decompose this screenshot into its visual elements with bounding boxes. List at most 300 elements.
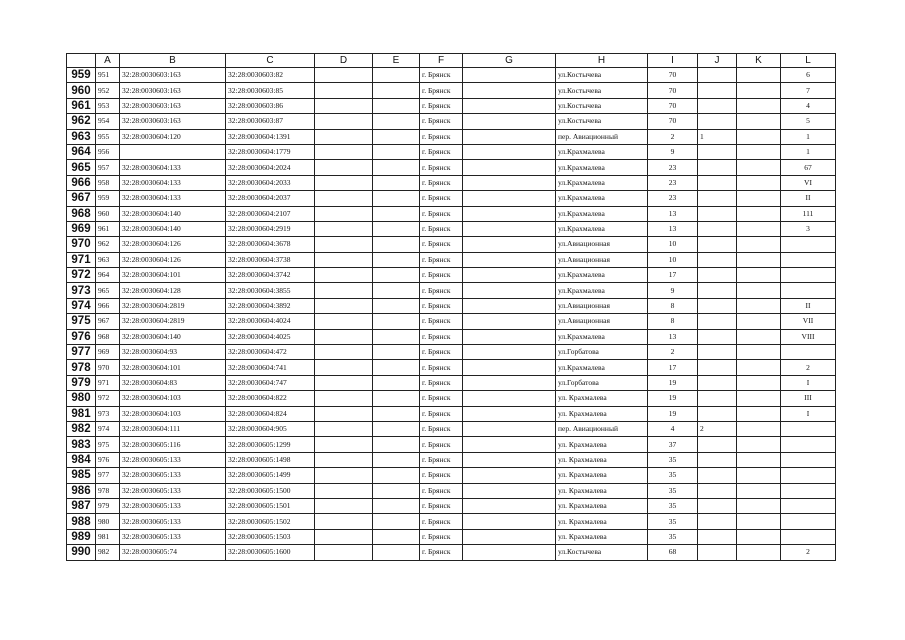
cell-j[interactable] — [698, 237, 737, 252]
cell-d[interactable] — [315, 545, 373, 560]
cell-g[interactable] — [463, 452, 556, 467]
cell-e[interactable] — [373, 298, 420, 313]
cell-a[interactable]: 970 — [96, 360, 120, 375]
cell-k[interactable] — [737, 437, 781, 452]
cell-k[interactable] — [737, 68, 781, 83]
cell-k[interactable] — [737, 83, 781, 98]
cell-c[interactable]: 32:28:0030604:3855 — [226, 283, 315, 298]
column-header-d[interactable]: D — [315, 54, 373, 68]
cell-g[interactable] — [463, 129, 556, 144]
cell-b[interactable]: 32:28:0030605:133 — [120, 529, 226, 544]
row-number-cell[interactable]: 973 — [67, 283, 96, 298]
cell-k[interactable] — [737, 498, 781, 513]
cell-e[interactable] — [373, 206, 420, 221]
cell-f[interactable]: г. Брянск — [420, 68, 463, 83]
cell-i[interactable]: 9 — [648, 144, 698, 159]
cell-l[interactable] — [781, 421, 836, 436]
cell-l[interactable]: VIII — [781, 329, 836, 344]
cell-i[interactable]: 70 — [648, 114, 698, 129]
cell-a[interactable]: 965 — [96, 283, 120, 298]
row-number-cell[interactable]: 980 — [67, 391, 96, 406]
cell-c[interactable]: 32:28:0030604:824 — [226, 406, 315, 421]
cell-g[interactable] — [463, 191, 556, 206]
cell-e[interactable] — [373, 283, 420, 298]
cell-g[interactable] — [463, 175, 556, 190]
cell-c[interactable]: 32:28:0030603:86 — [226, 98, 315, 113]
cell-h[interactable]: ул.Горбатова — [556, 345, 648, 360]
cell-b[interactable]: 32:28:0030603:163 — [120, 114, 226, 129]
cell-e[interactable] — [373, 529, 420, 544]
cell-g[interactable] — [463, 514, 556, 529]
cell-h[interactable]: ул. Крахмалева — [556, 437, 648, 452]
cell-c[interactable]: 32:28:0030604:2107 — [226, 206, 315, 221]
cell-i[interactable]: 8 — [648, 298, 698, 313]
row-number-cell[interactable]: 986 — [67, 483, 96, 498]
cell-i[interactable]: 70 — [648, 68, 698, 83]
column-header-l[interactable]: L — [781, 54, 836, 68]
cell-e[interactable] — [373, 314, 420, 329]
cell-i[interactable]: 17 — [648, 268, 698, 283]
cell-h[interactable]: ул.Авиационная — [556, 298, 648, 313]
cell-k[interactable] — [737, 345, 781, 360]
cell-g[interactable] — [463, 83, 556, 98]
cell-l[interactable] — [781, 468, 836, 483]
cell-a[interactable]: 978 — [96, 483, 120, 498]
cell-j[interactable] — [698, 252, 737, 267]
cell-a[interactable]: 977 — [96, 468, 120, 483]
cell-d[interactable] — [315, 375, 373, 390]
cell-l[interactable] — [781, 437, 836, 452]
cell-c[interactable]: 32:28:0030605:1500 — [226, 483, 315, 498]
cell-i[interactable]: 19 — [648, 406, 698, 421]
cell-e[interactable] — [373, 83, 420, 98]
cell-c[interactable]: 32:28:0030604:3738 — [226, 252, 315, 267]
cell-j[interactable] — [698, 314, 737, 329]
cell-d[interactable] — [315, 437, 373, 452]
row-number-cell[interactable]: 972 — [67, 268, 96, 283]
cell-c[interactable]: 32:28:0030605:1503 — [226, 529, 315, 544]
row-number-cell[interactable]: 977 — [67, 345, 96, 360]
row-number-cell[interactable]: 964 — [67, 144, 96, 159]
cell-i[interactable]: 2 — [648, 129, 698, 144]
cell-j[interactable] — [698, 329, 737, 344]
cell-b[interactable]: 32:28:0030605:133 — [120, 498, 226, 513]
cell-d[interactable] — [315, 483, 373, 498]
row-number-cell[interactable]: 981 — [67, 406, 96, 421]
cell-e[interactable] — [373, 175, 420, 190]
column-header-g[interactable]: G — [463, 54, 556, 68]
cell-f[interactable]: г. Брянск — [420, 375, 463, 390]
cell-l[interactable] — [781, 514, 836, 529]
cell-f[interactable]: г. Брянск — [420, 283, 463, 298]
cell-h[interactable]: ул.Крахмалева — [556, 329, 648, 344]
row-number-cell[interactable]: 963 — [67, 129, 96, 144]
cell-b[interactable]: 32:28:0030604:83 — [120, 375, 226, 390]
cell-b[interactable]: 32:28:0030604:133 — [120, 175, 226, 190]
cell-k[interactable] — [737, 160, 781, 175]
cell-e[interactable] — [373, 329, 420, 344]
cell-f[interactable]: г. Брянск — [420, 437, 463, 452]
cell-i[interactable]: 23 — [648, 175, 698, 190]
cell-i[interactable]: 70 — [648, 83, 698, 98]
cell-a[interactable]: 960 — [96, 206, 120, 221]
cell-a[interactable]: 964 — [96, 268, 120, 283]
cell-l[interactable]: 4 — [781, 98, 836, 113]
column-header-f[interactable]: F — [420, 54, 463, 68]
cell-k[interactable] — [737, 375, 781, 390]
cell-c[interactable]: 32:28:0030604:4025 — [226, 329, 315, 344]
cell-c[interactable]: 32:28:0030604:472 — [226, 345, 315, 360]
cell-e[interactable] — [373, 345, 420, 360]
cell-a[interactable]: 980 — [96, 514, 120, 529]
cell-f[interactable]: г. Брянск — [420, 514, 463, 529]
cell-j[interactable] — [698, 83, 737, 98]
cell-e[interactable] — [373, 221, 420, 236]
cell-g[interactable] — [463, 206, 556, 221]
cell-d[interactable] — [315, 191, 373, 206]
cell-d[interactable] — [315, 498, 373, 513]
cell-k[interactable] — [737, 360, 781, 375]
cell-f[interactable]: г. Брянск — [420, 391, 463, 406]
cell-e[interactable] — [373, 391, 420, 406]
cell-k[interactable] — [737, 191, 781, 206]
cell-i[interactable]: 17 — [648, 360, 698, 375]
cell-c[interactable]: 32:28:0030603:82 — [226, 68, 315, 83]
cell-e[interactable] — [373, 468, 420, 483]
cell-g[interactable] — [463, 314, 556, 329]
cell-i[interactable]: 13 — [648, 206, 698, 221]
cell-a[interactable]: 962 — [96, 237, 120, 252]
cell-j[interactable] — [698, 483, 737, 498]
column-header-b[interactable]: B — [120, 54, 226, 68]
cell-h[interactable]: пер. Авиационный — [556, 421, 648, 436]
cell-j[interactable] — [698, 298, 737, 313]
cell-i[interactable]: 19 — [648, 375, 698, 390]
cell-e[interactable] — [373, 421, 420, 436]
row-number-cell[interactable]: 982 — [67, 421, 96, 436]
column-header-e[interactable]: E — [373, 54, 420, 68]
column-header-i[interactable]: I — [648, 54, 698, 68]
cell-e[interactable] — [373, 437, 420, 452]
cell-k[interactable] — [737, 114, 781, 129]
cell-h[interactable]: ул.Костычева — [556, 545, 648, 560]
row-number-cell[interactable]: 988 — [67, 514, 96, 529]
cell-l[interactable] — [781, 252, 836, 267]
cell-i[interactable]: 68 — [648, 545, 698, 560]
cell-j[interactable] — [698, 391, 737, 406]
cell-c[interactable]: 32:28:0030604:3892 — [226, 298, 315, 313]
cell-a[interactable]: 955 — [96, 129, 120, 144]
cell-d[interactable] — [315, 144, 373, 159]
cell-e[interactable] — [373, 483, 420, 498]
cell-b[interactable]: 32:28:0030604:120 — [120, 129, 226, 144]
cell-f[interactable]: г. Брянск — [420, 237, 463, 252]
cell-a[interactable]: 953 — [96, 98, 120, 113]
cell-k[interactable] — [737, 144, 781, 159]
cell-e[interactable] — [373, 237, 420, 252]
cell-f[interactable]: г. Брянск — [420, 175, 463, 190]
column-header-c[interactable]: C — [226, 54, 315, 68]
column-header-k[interactable]: K — [737, 54, 781, 68]
cell-c[interactable]: 32:28:0030604:2037 — [226, 191, 315, 206]
cell-d[interactable] — [315, 98, 373, 113]
cell-a[interactable]: 968 — [96, 329, 120, 344]
cell-d[interactable] — [315, 221, 373, 236]
cell-c[interactable]: 32:28:0030603:87 — [226, 114, 315, 129]
cell-c[interactable]: 32:28:0030604:3742 — [226, 268, 315, 283]
cell-b[interactable]: 32:28:0030604:133 — [120, 160, 226, 175]
cell-j[interactable] — [698, 514, 737, 529]
row-number-cell[interactable]: 974 — [67, 298, 96, 313]
cell-c[interactable]: 32:28:0030604:1779 — [226, 144, 315, 159]
cell-a[interactable]: 966 — [96, 298, 120, 313]
cell-a[interactable]: 969 — [96, 345, 120, 360]
cell-h[interactable]: ул. Крахмалева — [556, 529, 648, 544]
cell-j[interactable] — [698, 452, 737, 467]
row-number-cell[interactable]: 969 — [67, 221, 96, 236]
cell-f[interactable]: г. Брянск — [420, 252, 463, 267]
cell-l[interactable] — [781, 283, 836, 298]
cell-a[interactable]: 974 — [96, 421, 120, 436]
cell-a[interactable]: 972 — [96, 391, 120, 406]
row-number-cell[interactable]: 987 — [67, 498, 96, 513]
cell-a[interactable]: 981 — [96, 529, 120, 544]
cell-g[interactable] — [463, 406, 556, 421]
cell-c[interactable]: 32:28:0030603:85 — [226, 83, 315, 98]
cell-b[interactable]: 32:28:0030604:128 — [120, 283, 226, 298]
cell-a[interactable]: 956 — [96, 144, 120, 159]
cell-b[interactable]: 32:28:0030604:126 — [120, 237, 226, 252]
cell-f[interactable]: г. Брянск — [420, 529, 463, 544]
cell-b[interactable]: 32:28:0030604:126 — [120, 252, 226, 267]
cell-k[interactable] — [737, 129, 781, 144]
cell-a[interactable]: 951 — [96, 68, 120, 83]
cell-i[interactable]: 35 — [648, 483, 698, 498]
cell-e[interactable] — [373, 406, 420, 421]
cell-f[interactable]: г. Брянск — [420, 360, 463, 375]
cell-b[interactable]: 32:28:0030605:133 — [120, 483, 226, 498]
cell-c[interactable]: 32:28:0030604:2033 — [226, 175, 315, 190]
cell-k[interactable] — [737, 314, 781, 329]
cell-j[interactable] — [698, 529, 737, 544]
cell-a[interactable]: 979 — [96, 498, 120, 513]
cell-l[interactable]: 5 — [781, 114, 836, 129]
cell-c[interactable]: 32:28:0030604:1391 — [226, 129, 315, 144]
cell-b[interactable]: 32:28:0030604:2819 — [120, 314, 226, 329]
cell-k[interactable] — [737, 252, 781, 267]
cell-e[interactable] — [373, 98, 420, 113]
cell-d[interactable] — [315, 175, 373, 190]
cell-f[interactable]: г. Брянск — [420, 144, 463, 159]
cell-f[interactable]: г. Брянск — [420, 83, 463, 98]
cell-g[interactable] — [463, 237, 556, 252]
cell-d[interactable] — [315, 237, 373, 252]
cell-k[interactable] — [737, 514, 781, 529]
cell-g[interactable] — [463, 268, 556, 283]
cell-d[interactable] — [315, 160, 373, 175]
cell-k[interactable] — [737, 221, 781, 236]
cell-c[interactable]: 32:28:0030604:905 — [226, 421, 315, 436]
cell-e[interactable] — [373, 498, 420, 513]
cell-h[interactable]: ул. Крахмалева — [556, 498, 648, 513]
cell-f[interactable]: г. Брянск — [420, 498, 463, 513]
cell-j[interactable]: 2 — [698, 421, 737, 436]
cell-h[interactable]: ул.Костычева — [556, 114, 648, 129]
cell-i[interactable]: 10 — [648, 237, 698, 252]
cell-b[interactable]: 32:28:0030603:163 — [120, 83, 226, 98]
cell-k[interactable] — [737, 452, 781, 467]
cell-b[interactable]: 32:28:0030604:93 — [120, 345, 226, 360]
cell-j[interactable] — [698, 437, 737, 452]
cell-b[interactable]: 32:28:0030604:103 — [120, 406, 226, 421]
cell-g[interactable] — [463, 529, 556, 544]
cell-g[interactable] — [463, 391, 556, 406]
cell-k[interactable] — [737, 206, 781, 221]
cell-d[interactable] — [315, 129, 373, 144]
cell-l[interactable] — [781, 237, 836, 252]
cell-c[interactable]: 32:28:0030605:1501 — [226, 498, 315, 513]
cell-i[interactable]: 37 — [648, 437, 698, 452]
cell-i[interactable]: 4 — [648, 421, 698, 436]
cell-j[interactable] — [698, 268, 737, 283]
cell-f[interactable]: г. Брянск — [420, 114, 463, 129]
cell-e[interactable] — [373, 144, 420, 159]
cell-f[interactable]: г. Брянск — [420, 421, 463, 436]
cell-k[interactable] — [737, 283, 781, 298]
row-number-cell[interactable]: 967 — [67, 191, 96, 206]
cell-f[interactable]: г. Брянск — [420, 483, 463, 498]
cell-f[interactable]: г. Брянск — [420, 468, 463, 483]
cell-l[interactable]: I — [781, 375, 836, 390]
cell-i[interactable]: 35 — [648, 468, 698, 483]
row-number-cell[interactable]: 960 — [67, 83, 96, 98]
row-number-cell[interactable]: 959 — [67, 68, 96, 83]
cell-a[interactable]: 975 — [96, 437, 120, 452]
cell-g[interactable] — [463, 360, 556, 375]
cell-k[interactable] — [737, 545, 781, 560]
cell-b[interactable]: 32:28:0030604:133 — [120, 191, 226, 206]
cell-k[interactable] — [737, 483, 781, 498]
cell-h[interactable]: ул.Крахмалева — [556, 144, 648, 159]
cell-g[interactable] — [463, 437, 556, 452]
cell-e[interactable] — [373, 252, 420, 267]
cell-b[interactable]: 32:28:0030605:74 — [120, 545, 226, 560]
cell-e[interactable] — [373, 545, 420, 560]
cell-h[interactable]: ул.Крахмалева — [556, 160, 648, 175]
column-header-row-number[interactable] — [67, 54, 96, 68]
cell-j[interactable] — [698, 498, 737, 513]
cell-d[interactable] — [315, 529, 373, 544]
cell-j[interactable] — [698, 144, 737, 159]
cell-k[interactable] — [737, 175, 781, 190]
cell-a[interactable]: 967 — [96, 314, 120, 329]
cell-i[interactable]: 23 — [648, 191, 698, 206]
row-number-cell[interactable]: 979 — [67, 375, 96, 390]
row-number-cell[interactable]: 983 — [67, 437, 96, 452]
cell-a[interactable]: 973 — [96, 406, 120, 421]
cell-j[interactable] — [698, 360, 737, 375]
cell-k[interactable] — [737, 529, 781, 544]
row-number-cell[interactable]: 984 — [67, 452, 96, 467]
cell-g[interactable] — [463, 329, 556, 344]
cell-k[interactable] — [737, 406, 781, 421]
row-number-cell[interactable]: 990 — [67, 545, 96, 560]
cell-a[interactable]: 958 — [96, 175, 120, 190]
cell-a[interactable]: 954 — [96, 114, 120, 129]
cell-a[interactable]: 961 — [96, 221, 120, 236]
cell-c[interactable]: 32:28:0030605:1299 — [226, 437, 315, 452]
cell-f[interactable]: г. Брянск — [420, 129, 463, 144]
cell-f[interactable]: г. Брянск — [420, 345, 463, 360]
cell-g[interactable] — [463, 221, 556, 236]
row-number-cell[interactable]: 976 — [67, 329, 96, 344]
cell-d[interactable] — [315, 345, 373, 360]
cell-l[interactable] — [781, 498, 836, 513]
cell-d[interactable] — [315, 252, 373, 267]
cell-k[interactable] — [737, 468, 781, 483]
cell-g[interactable] — [463, 298, 556, 313]
cell-c[interactable]: 32:28:0030605:1502 — [226, 514, 315, 529]
cell-j[interactable] — [698, 468, 737, 483]
cell-f[interactable]: г. Брянск — [420, 314, 463, 329]
cell-h[interactable]: ул.Авиационная — [556, 314, 648, 329]
row-number-cell[interactable]: 970 — [67, 237, 96, 252]
cell-j[interactable] — [698, 68, 737, 83]
cell-g[interactable] — [463, 252, 556, 267]
cell-l[interactable]: 2 — [781, 360, 836, 375]
cell-h[interactable]: ул. Крахмалева — [556, 483, 648, 498]
cell-h[interactable]: ул.Крахмалева — [556, 360, 648, 375]
cell-h[interactable]: ул.Авиационная — [556, 252, 648, 267]
cell-l[interactable]: 7 — [781, 83, 836, 98]
cell-g[interactable] — [463, 468, 556, 483]
row-number-cell[interactable]: 962 — [67, 114, 96, 129]
cell-d[interactable] — [315, 329, 373, 344]
row-number-cell[interactable]: 966 — [67, 175, 96, 190]
cell-b[interactable]: 32:28:0030604:140 — [120, 221, 226, 236]
column-header-j[interactable]: J — [698, 54, 737, 68]
cell-d[interactable] — [315, 298, 373, 313]
cell-i[interactable]: 35 — [648, 498, 698, 513]
cell-c[interactable]: 32:28:0030604:747 — [226, 375, 315, 390]
cell-f[interactable]: г. Брянск — [420, 191, 463, 206]
cell-l[interactable]: II — [781, 191, 836, 206]
cell-d[interactable] — [315, 268, 373, 283]
cell-h[interactable]: ул.Крахмалева — [556, 283, 648, 298]
cell-b[interactable]: 32:28:0030603:163 — [120, 68, 226, 83]
cell-f[interactable]: г. Брянск — [420, 545, 463, 560]
cell-l[interactable]: VII — [781, 314, 836, 329]
cell-e[interactable] — [373, 375, 420, 390]
cell-k[interactable] — [737, 237, 781, 252]
cell-h[interactable]: ул.Костычева — [556, 98, 648, 113]
cell-i[interactable]: 35 — [648, 529, 698, 544]
cell-i[interactable]: 23 — [648, 160, 698, 175]
cell-c[interactable]: 32:28:0030605:1600 — [226, 545, 315, 560]
cell-d[interactable] — [315, 206, 373, 221]
column-header-h[interactable]: H — [556, 54, 648, 68]
cell-a[interactable]: 963 — [96, 252, 120, 267]
cell-d[interactable] — [315, 114, 373, 129]
cell-f[interactable]: г. Брянск — [420, 329, 463, 344]
cell-b[interactable]: 32:28:0030605:133 — [120, 452, 226, 467]
cell-j[interactable] — [698, 221, 737, 236]
cell-d[interactable] — [315, 421, 373, 436]
cell-g[interactable] — [463, 375, 556, 390]
row-number-cell[interactable]: 961 — [67, 98, 96, 113]
cell-j[interactable] — [698, 206, 737, 221]
cell-h[interactable]: пер. Авиационный — [556, 129, 648, 144]
